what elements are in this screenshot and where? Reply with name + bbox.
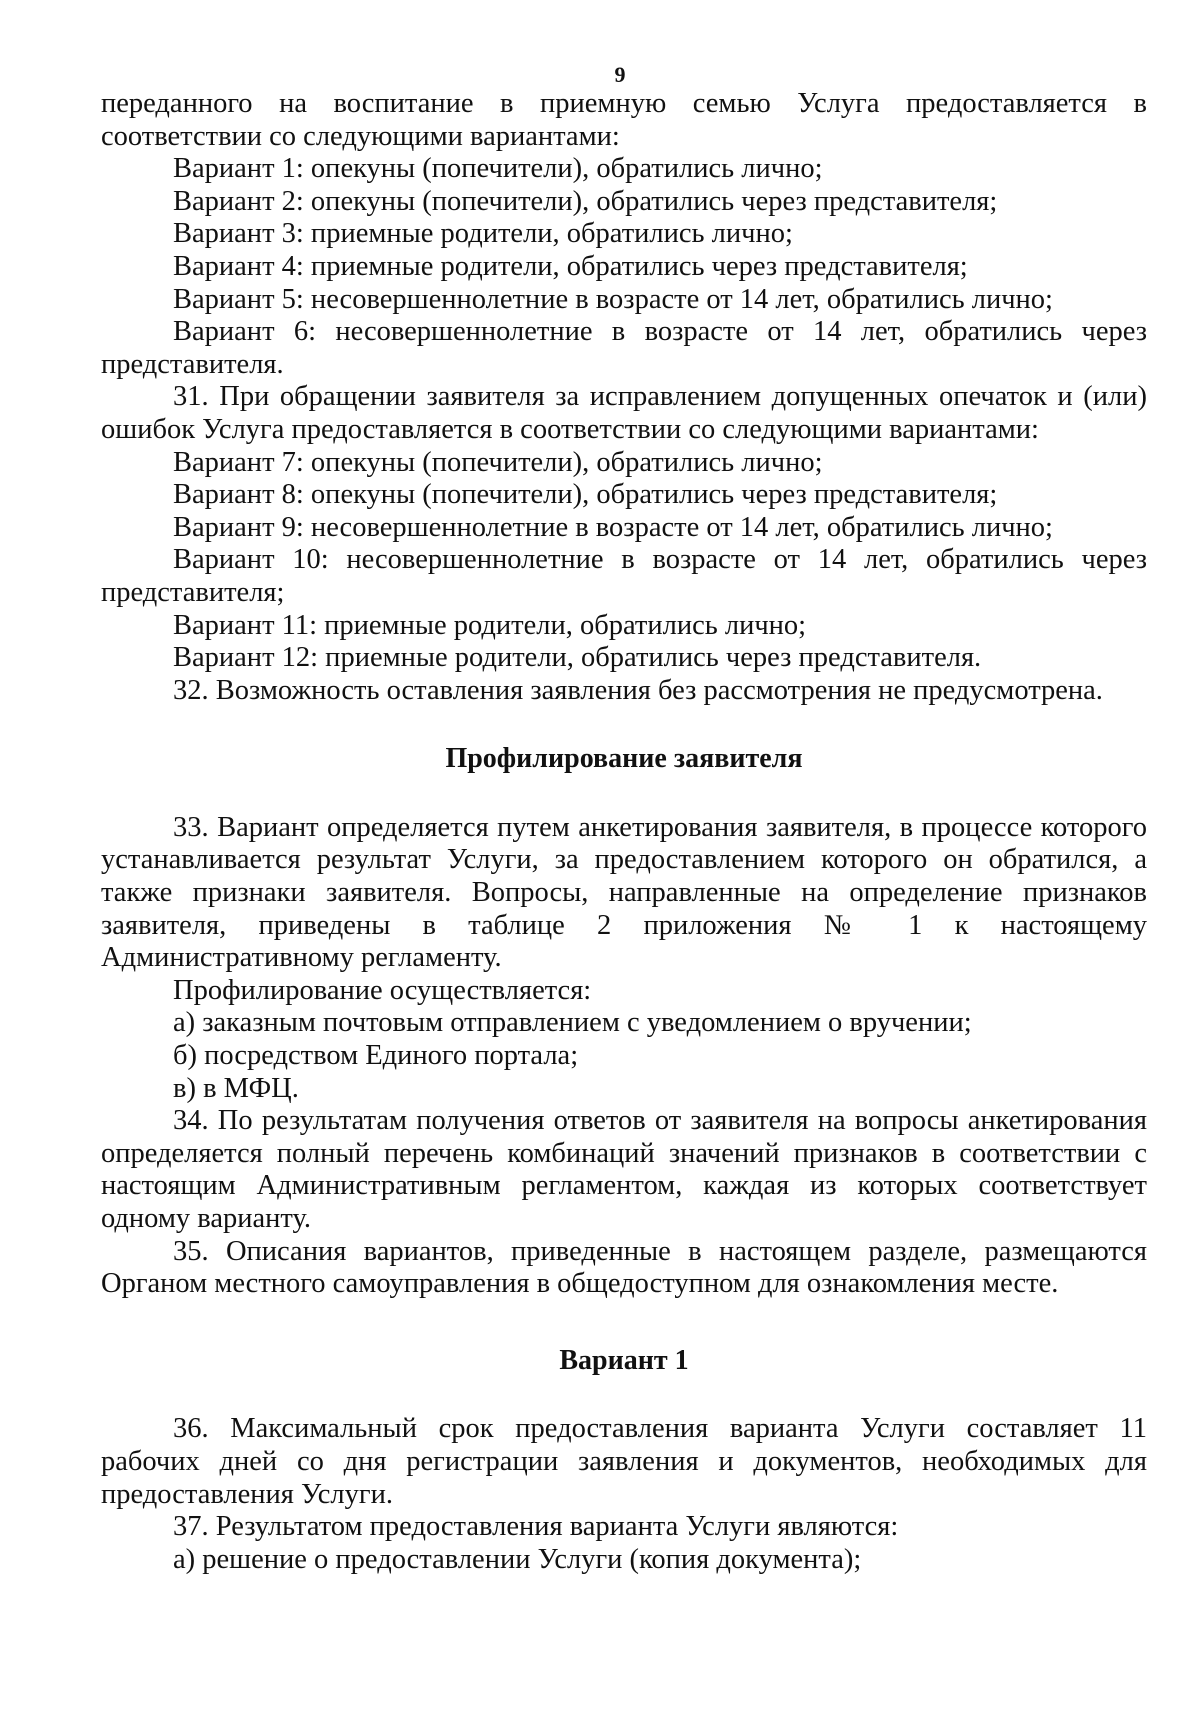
paragraph-33: 33. Вариант определяется путем анкетирования заявителя, в процессе которого устанавливается результат Услуги, за предоставлением которого он обратился, а также признаки заявителя. Вопросы, направленные на определение признаков заявителя, приведены в таблице 2 приложения № 1 к настоящему Административному регламенту. bbox=[101, 811, 1147, 974]
spacer bbox=[101, 707, 1147, 743]
section-heading-variant-1: Вариант 1 bbox=[559, 1344, 689, 1376]
paragraph-variant-5: Вариант 5: несовершеннолетние в возрасте от 14 лет, обратились лично; bbox=[173, 283, 1053, 315]
paragraph-variant-8: Вариант 8: опекуны (попечители), обратились через представителя; bbox=[173, 479, 998, 511]
paragraph-variant-3: Вариант 3: приемные родители, обратились лично; bbox=[173, 218, 793, 250]
paragraph-37: 37. Результатом предоставления варианта Услуги являются: bbox=[173, 1511, 899, 1543]
section-heading-profiling: Профилирование заявителя bbox=[445, 743, 803, 775]
paragraph-variant-9: Вариант 9: несовершеннолетние в возрасте от 14 лет, обратились лично; bbox=[173, 511, 1053, 543]
paragraph-variant-2: Вариант 2: опекуны (попечители), обратились через представителя; bbox=[173, 185, 998, 217]
paragraph-intro: переданного на воспитание в приемную семью Услуга предоставляется в соответствии со следующими вариантами: bbox=[101, 88, 1147, 152]
page-number: 9 bbox=[614, 62, 626, 87]
paragraph-32: 32. Возможность оставления заявления без рассмотрения не предусмотрена. bbox=[173, 674, 1103, 706]
paragraph-variant-12: Вариант 12: приемные родители, обратились через представителя. bbox=[173, 642, 982, 674]
paragraph-37-a: а) решение о предоставлении Услуги (копия документа); bbox=[173, 1543, 862, 1575]
paragraph-profiling-b: б) посредством Единого портала; bbox=[173, 1040, 579, 1072]
paragraph-35: 35. Описания вариантов, приведенные в настоящем разделе, размещаются Органом местного самоуправления в общедоступном для ознакомления месте. bbox=[101, 1235, 1147, 1300]
paragraph-31: 31. При обращении заявителя за исправлением допущенных опечаток и (или) ошибок Услуга предоставляется в соответствии со следующими вариантами: bbox=[101, 381, 1147, 445]
paragraph-variant-11: Вариант 11: приемные родители, обратились лично; bbox=[173, 609, 807, 641]
document-body bbox=[101, 88, 1147, 1576]
paragraph-variant-4: Вариант 4: приемные родители, обратились через представителя; bbox=[173, 250, 968, 282]
spacer bbox=[101, 1301, 1147, 1345]
paragraph-34: 34. По результатам получения ответов от заявителя на вопросы анкетирования определяется полный перечень комбинаций значений признаков в соответствии с настоящим Административным регламентом, каждая из которых соответствует одному варианту. bbox=[101, 1105, 1147, 1234]
paragraph-variant-1: Вариант 1: опекуны (попечители), обратились лично; bbox=[173, 153, 823, 185]
spacer bbox=[101, 776, 1147, 812]
paragraph-variant-6: Вариант 6: несовершеннолетние в возрасте от 14 лет, обратились через представителя. bbox=[101, 316, 1147, 380]
paragraph-profiling-intro: Профилирование осуществляется: bbox=[173, 974, 592, 1006]
paragraph-profiling-c: в) в МФЦ. bbox=[173, 1072, 299, 1104]
paragraph-variant-7: Вариант 7: опекуны (попечители), обратились лично; bbox=[173, 446, 823, 478]
paragraph-variant-10: Вариант 10: несовершеннолетние в возрасте от 14 лет, обратились через представителя; bbox=[101, 544, 1147, 608]
spacer bbox=[101, 1377, 1147, 1413]
paragraph-profiling-a: а) заказным почтовым отправлением с уведомлением о вручении; bbox=[173, 1007, 972, 1039]
paragraph-36: 36. Максимальный срок предоставления варианта Услуги составляет 11 рабочих дней со дня регистрации заявления и документов, необходимых для предоставления Услуги. bbox=[101, 1413, 1147, 1510]
